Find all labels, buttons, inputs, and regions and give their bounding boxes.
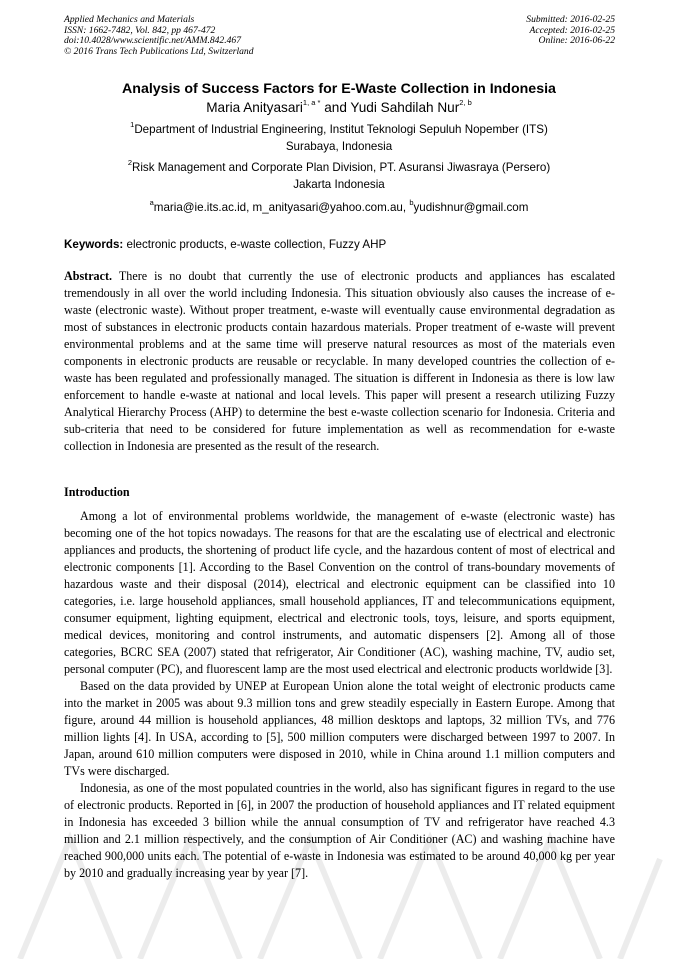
author-1-name: Maria Anityasari <box>206 100 303 115</box>
intro-paragraph-2: Based on the data provided by UNEP at European Union alone the total weight of electronic products came into the market in 2005 was about 9.3 million tons and grew steadily especially in Eastern Europe. Among that figure, around 44 million is household appliances, 48 million desktops and laptops, 32 million TVs, and 776 million lights [4]. In USA, according to [5], 500 million computers were discharged between 1997 to 2007. In Japan, around 610 million computers were disposed in 2010, while in China around 1.1 million computers and TVs were discharged. <box>64 679 615 778</box>
date-submitted: Submitted: 2016-02-25 <box>526 14 615 25</box>
affiliation-1-line2: Surabaya, Indonesia <box>285 140 393 153</box>
abstract <box>64 268 615 455</box>
affiliation-1 <box>0 121 678 155</box>
date-online: Online: 2016-06-22 <box>538 35 615 47</box>
journal-issn: ISSN: 1662-7482, Vol. 842, pp 467-472 <box>64 24 216 36</box>
keywords <box>64 237 615 253</box>
affiliation-2-line2: Jakarta Indonesia <box>293 178 385 191</box>
email-b: yudishnur@gmail.com <box>413 201 529 214</box>
paper-title: Analysis of Success Factors for E-Waste Collection in Indonesia <box>122 81 556 97</box>
affiliation-2-line1: Risk Management and Corporate Plan Division, PT. Asuransi Jiwasraya (Persero) <box>131 161 551 174</box>
email-a: maria@ie.its.ac.id, m_anityasari@yahoo.com.au, <box>153 201 410 214</box>
title-block <box>0 80 678 216</box>
abstract-text: There is no doubt that currently the use of electronic products and appliances has escalated tremendously in all over the world including Indonesia. This situation obviously also causes the increase of e-waste (electronic waste). Without proper treatment, e-waste will eventually cause environmental degradation as most of substances in electronic products contain hazardous materials. Proper treatment of e-waste will prevent environmental problems and at the same time will preserve natural resources as most of the materials even components in electronic products are reusable or recyclable. In many developed countries the collection of e-waste has been regulated and professionally managed. The situation is different in Indonesia as there is low law enforcement to handle e-waste at national and local levels. This paper will present a research utilizing Fuzzy Analytical Hierarchy Process (AHP) to determine the best e-waste collection scenario for Indonesia. Criteria and sub-criteria that need to be considered for future implementation as well as recommendation for e-waste collection in Indonesia are presented as the result of the research. <box>64 269 615 453</box>
intro-paragraph-3: Indonesia, as one of the most populated countries in the world, also has significant figures in regard to the use of electronic products. Reported in [6], in 2007 the production of household appliances and IT related equipment in Indonesia has exceeded 3 billion while the annual consumption of TV and refrigerator have reached 4.3 million and 2.1 million respectively, and the consumption of Air Conditioner (AC) and washing machine have reached 900,000 units each. The potential of e-waste in Indonesia was estimated to be around 40,000 kg per year by 2010 and gradually increasing year by year [7]. <box>64 781 615 880</box>
abstract-label: Abstract. <box>64 269 113 283</box>
affiliation-1-num: 1 <box>130 120 135 130</box>
email-a-sup: a <box>149 198 154 208</box>
author-line <box>0 99 678 117</box>
date-accepted: Accepted: 2016-02-25 <box>529 24 615 36</box>
affiliation-1-line1: Department of Industrial Engineering, Institut Teknologi Sepuluh Nopember (ITS) <box>134 123 548 136</box>
journal-info <box>64 15 254 57</box>
keywords-text: electronic products, e-waste collection, Fuzzy AHP <box>123 238 387 251</box>
journal-copyright: © 2016 Trans Tech Publications Ltd, Switzerland <box>64 45 254 57</box>
author-1-sup: 1, a * <box>302 98 321 108</box>
email-b-sup: b <box>409 198 414 208</box>
author-2-sup: 2, b <box>459 98 472 108</box>
introduction-heading: Introduction <box>64 485 130 499</box>
author-2-name: and Yudi Sahdilah Nur <box>324 100 460 115</box>
affiliation-2-num: 2 <box>127 158 132 168</box>
author-emails <box>0 199 678 216</box>
keywords-label: Keywords: <box>64 238 124 251</box>
watermark-pattern <box>0 819 678 959</box>
submission-dates <box>526 15 615 47</box>
affiliation-2 <box>0 159 678 193</box>
journal-doi: doi:10.4028/www.scientific.net/AMM.842.467 <box>64 35 242 47</box>
intro-paragraph-1: Among a lot of environmental problems worldwide, the management of e-waste (electronic waste) has becoming one of the hot topics nowadays. The reasons for that are the escalating use of electrical and electronic appliances and products, the shortening of product life cycle, and the hazardous content of most of electrical and electronic components [1]. According to the Basel Convention on the control of trans-boundary movements of hazardous waste and their disposal (2014), electrical and electronic equipment can be classified into 10 categories, i.e. large household appliances, small household appliances, IT and telecommunications equipment, consumer equipment, lighting equipment, electrical and electronic tools, toys, leisure, and sports equipment, medical devices, monitoring and control instruments, and automatic dispensers [2]. Among all of those categories, BCRC SEA (2007) stated that refrigerator, Air Conditioner (AC), washing machine, TV, audio set, personal computer (PC), and fluorescent lamp are the most used electrical and electronic products worldwide [3]. <box>64 509 615 676</box>
journal-name: Applied Mechanics and Materials <box>64 14 195 25</box>
